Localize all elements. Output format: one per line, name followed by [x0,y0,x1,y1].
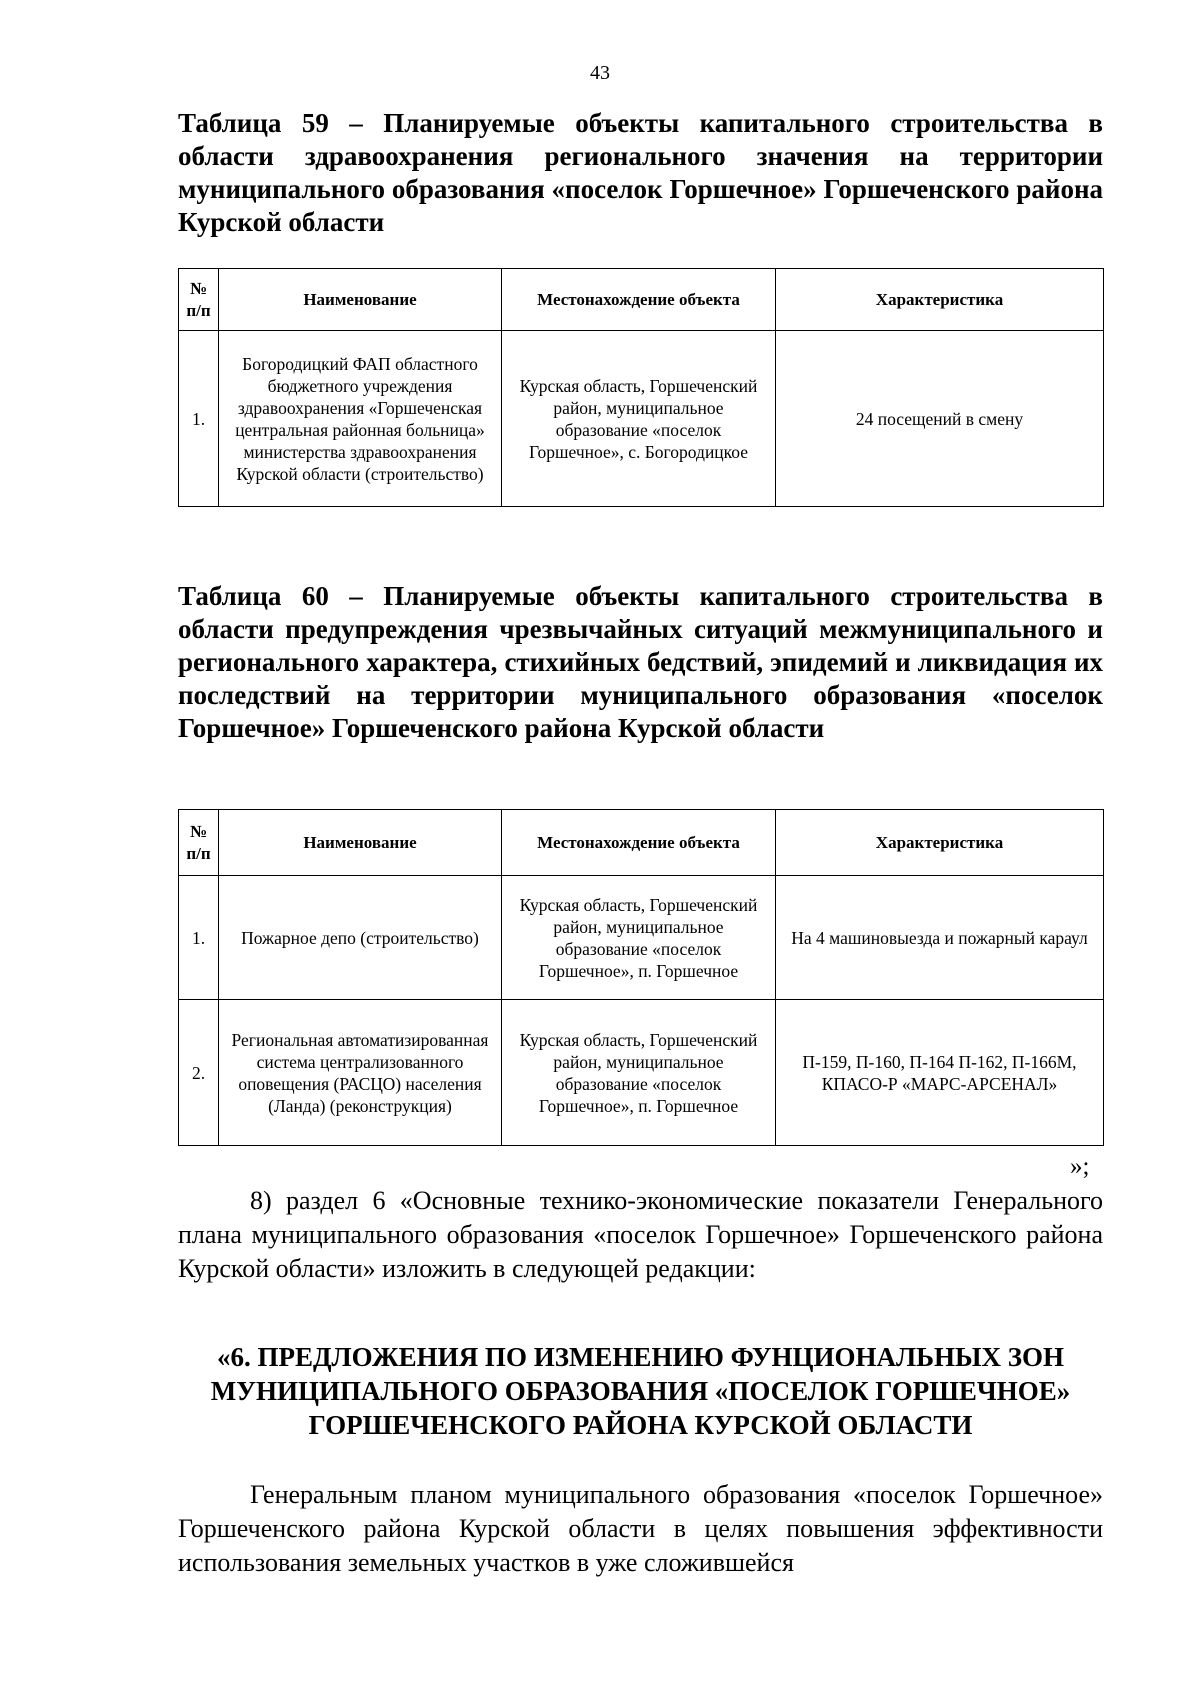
cell-location: Курская область, Горшеченский район, муниципальное образование «поселок Горшечное», с. Богородицкое [502,331,776,507]
table-row [179,876,1104,1000]
table-60-caption: Таблица 60 – Планируемые объекты капитального строительства в области предупреждения чрезвычайных ситуаций межмуниципального и регионального характера, стихийных бедствий, эпидемий и ликвидация их последствий на территории муниципального образования «поселок Горшечное» Горшеченского района Курской области [178,581,1103,743]
paragraph-general-plan: Генеральным планом муниципального образования «поселок Горшечное» Горшеченского района Курской области в целях повышения эффективности использования земельных участков в уже сложившейся [178,1480,1103,1577]
table-59 [178,268,1104,507]
table-header-row [179,269,1104,331]
header-location: Местонахождение объекта [502,269,776,331]
cell-location: Курская область, Горшеченский район, муниципальное образование «поселок Горшечное», п. Горшечное [502,1000,776,1146]
table-row [179,1000,1104,1146]
cell-characteristic: П-159, П-160, П-164 П-162, П-166М, КПАСО-Р «МАРС-АРСЕНАЛ» [776,1000,1104,1146]
cell-name: Пожарное депо (строительство) [219,876,502,1000]
header-name: Наименование [219,810,502,876]
header-characteristic: Характеристика [776,810,1104,876]
header-name: Наименование [219,269,502,331]
section-heading: «6. ПРЕДЛОЖЕНИЯ ПО ИЗМЕНЕНИЮ ФУНЦИОНАЛЬНЫХ ЗОН МУНИЦИПАЛЬНОГО ОБРАЗОВАНИЯ «ПОСЕЛОК ГОРШЕЧНОЕ» ГОРШЕЧЕНСКОГО РАЙОНА КУРСКОЙ ОБЛАСТИ [210,1342,1071,1440]
table-59-caption: Таблица 59 – Планируемые объекты капитального строительства в области здравоохранения регионального значения на территории муниципального образования «поселок Горшечное» Горшеченского района Курской области [178,108,1103,237]
header-num: № п/п [179,269,219,331]
cell-name: Региональная автоматизированная система централизованного оповещения (РАСЦО) населения (Ланда) (реконструкция) [219,1000,502,1146]
cell-characteristic: 24 посещений в смену [776,331,1104,507]
page-number: 43 [590,62,610,84]
header-num: № п/п [179,810,219,876]
header-characteristic: Характеристика [776,269,1104,331]
cell-num: 1. [179,331,219,507]
cell-name: Богородицкий ФАП областного бюджетного учреждения здравоохранения «Горшеченская центральная районная больница» министерства здравоохранения Курской области (строительство) [219,331,502,507]
cell-num: 2. [179,1000,219,1146]
table-row [179,331,1104,507]
table-header-row [179,810,1104,876]
quote-end: »; [1070,1153,1090,1180]
paragraph-8: 8) раздел 6 «Основные технико-экономические показатели Генерального плана муниципального образования «поселок Горшечное» Горшеченского района Курской области» изложить в следующей редакции: [178,1186,1103,1283]
cell-characteristic: На 4 машиновыезда и пожарный караул [776,876,1104,1000]
header-location: Местонахождение объекта [502,810,776,876]
cell-location: Курская область, Горшеченский район, муниципальное образование «поселок Горшечное», п. Горшечное [502,876,776,1000]
cell-num: 1. [179,876,219,1000]
table-60 [178,809,1104,1146]
